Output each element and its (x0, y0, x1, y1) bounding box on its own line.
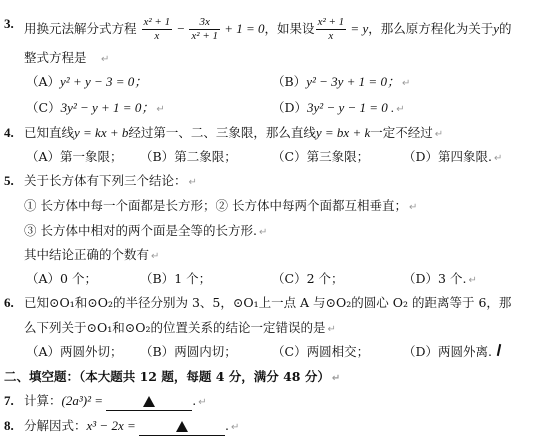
return-mark-icon: ↵ (230, 422, 240, 433)
option-c: （C）两圆相交； (272, 344, 370, 359)
option-c: （C）3y² − y + 1 = 0； ↵ (26, 100, 165, 115)
option-a: （A）两圆外切； (26, 344, 123, 359)
question-text: 关于长方体有下列三个结论： (24, 173, 187, 188)
option-c: （C）2 个； (272, 271, 344, 286)
triangle-icon (143, 396, 155, 407)
question-text: 其中结论正确的个数有 (24, 247, 150, 262)
fraction: $\frac{\text{x² + 1}}{x}$ (143, 16, 171, 42)
return-mark-icon: ↵ (494, 153, 503, 164)
return-mark-icon: ↵ (258, 227, 268, 238)
return-mark-icon: ↵ (331, 373, 341, 384)
question-number: 3. (4, 16, 14, 31)
question-text: 用换元法解分式方程 (24, 21, 137, 36)
return-mark-icon: ↵ (401, 78, 411, 89)
return-mark-icon: ↵ (327, 324, 336, 335)
option-b: （B）第二象限； (140, 149, 237, 164)
option-a: （A）y² + y − 3 = 0； (26, 74, 148, 89)
return-mark-icon: ↵ (408, 202, 418, 213)
return-mark-icon: ↵ (156, 104, 165, 115)
answer-blank[interactable] (106, 394, 192, 411)
return-mark-icon: ↵ (396, 104, 405, 115)
question-number: 7. (4, 393, 14, 408)
return-mark-icon: ↵ (198, 397, 207, 408)
option-d: （D）两圆外离. (403, 344, 493, 359)
answer-blank[interactable] (139, 419, 225, 436)
question-number: 8. (4, 418, 14, 433)
return-mark-icon: ↵ (188, 177, 197, 188)
text-cursor-icon (497, 344, 501, 356)
option-b: （B）1 个； (140, 271, 212, 286)
return-mark-icon: ↵ (468, 275, 477, 286)
return-mark-icon: ↵ (151, 251, 160, 262)
return-mark-icon: ↵ (101, 54, 110, 65)
question-text: 整式方程是 (24, 50, 87, 65)
question-number: 5. (4, 173, 14, 188)
statement: ③ 长方体中相对的两个面是全等的长方形. (24, 223, 257, 238)
option-b: （B）两圆内切； (140, 344, 237, 359)
question-number: 6. (4, 295, 14, 310)
fraction: $\frac{3x}{\text{x² + 1}}$ (191, 16, 218, 42)
option-d: （D）3 个. ↵ (403, 271, 477, 286)
statement: ① 长方体中每一个面都是长方形；② 长方体中每两个面都互相垂直； (24, 198, 407, 213)
option-b: （B）y² − 3y + 1 = 0； ↵ (272, 74, 411, 89)
question-text: 么下列关于⊙O₁和⊙O₂的位置关系的结论一定错误的是 (24, 320, 326, 335)
option-c: （C）第三象限； (272, 149, 370, 164)
fraction: $\frac{\text{x² + 1}}{x}$ (317, 16, 345, 42)
question-number: 4. (4, 125, 14, 140)
triangle-icon (176, 421, 188, 432)
return-mark-icon: ↵ (434, 129, 444, 140)
option-a: （A）0 个； (26, 271, 97, 286)
option-a: （A）第一象限； (26, 149, 123, 164)
option-d: （D）第四象限. ↵ (403, 149, 503, 164)
question-text: 已知⊙O₁和⊙O₂的半径分别为 3、5，⊙O₁上一点 A 与⊙O₂的圆心 O₂ 的距离等于 6，那 (24, 295, 512, 310)
option-d: （D）3y² − y − 1 = 0 . ↵ (272, 100, 405, 115)
